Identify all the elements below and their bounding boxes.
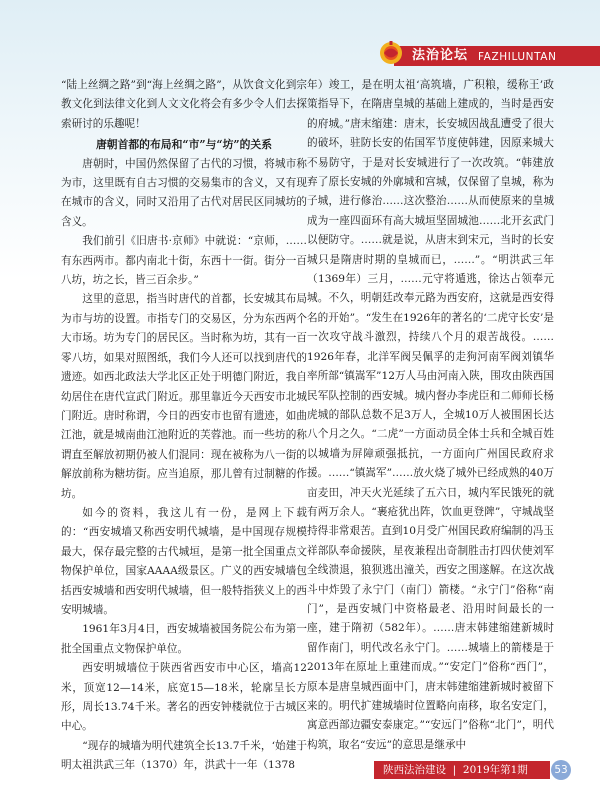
- issue-label: 2019年第1期: [462, 764, 528, 776]
- paragraph: 年）竣工，是在明太祖‘高筑墙，广积粮，缓称王’政策指导下，在隋唐皇城的基础上建成的，当时是西安的府城。”唐末缩建：唐末，长安城因战乱遭受了很大的破坏，驻防长安的佑国军节度使韩建，因原来城大不易防守，于是对长安城进行了一次改筑。“韩建放弃了原长安城的外廓城和宫城，仅保留了皇城，称为子城，进行修治……这次整治……从而使原来的皇城成为一座四面环有高大城垣坚固城池……北开玄武门以便防守。……就是说，从唐末到宋元，当时的长安城只是隋唐时期的皇城而已，……”。“明洪武三年（1369年）三月，……元守将遁逃，徐达占领奉元城。不久，明朝廷改奉元路为西安府，这就是西安得名的开始”。“发生在1926年的著名的‘二虎守长安’是一次攻守战斗激烈，持续八个月的艰苦战役。……1926年春，北洋军阀吴佩孚的走狗河南军阀刘镇华率所部“镇嵩军”12万人马由河南入陕，围攻由陕西国民军队控制的西安城。城内督办李虎臣和二师师长杨虎城的部队总数不足3万人，全城10万人被围困长达八个月之久。“二虎”一方面动员全体士兵和全城百姓以城墙为屏障顽强抵抗，一方面向广州国民政府求援。……“镇嵩军”……放火烧了城外已经成熟的40万亩麦田，冲天火光延续了五六日，城内军民饿死的就有两万余人。“裹疮犹出阵，饮血更登陴”，守城战坚持得非常艰苦。直到10月受广州国民政府编制的冯玉祥部队奉命援陕，星夜兼程出奇制胜击打四伏使刘军全线溃退，狼狈逃出潼关，西安之围遂解。在这次战斗中炸毁了永宁门（南门）箭楼。“永宁门”俗称“南门”，是西安城门中资格最老、沿用时间最长的一座，建于隋初（582年）。……唐末韩建缩建新城时留作南门，明代改名永宁门。……城墙上的箭楼是于2013年在原址上重建而成。”“安定门”俗称“西门”，原本是唐皇城西面中门，唐末韩建缩建新城时被留下来的。明代扩建城墙时位置略向南移，取名安定门，寓意西部边疆安泰康定。”“安远门”俗称“北门”，明代构筑，取名“安远”的意思是继承中: [307, 79, 554, 751]
- lantern-logo-icon: [378, 40, 404, 66]
- section-title: 法治论坛: [412, 48, 469, 63]
- paragraph: “现存的城墙为明代建筑全长13.7千米，‘始建于明太祖洪武三年（1370）年，洪武十一年（1378: [61, 739, 307, 772]
- footer-separator: |: [449, 764, 460, 776]
- paragraph: 我们前引《旧唐书·京师》中就说：“京师，……有东西两市。都内南北十街，东西十一街。街分一百八坊，坊之长，皆三百余步。”: [61, 235, 307, 287]
- left-column: [61, 76, 307, 776]
- right-column: [307, 76, 554, 755]
- article-heading: 唐朝首都的布局和“市”与“坊”的关系: [96, 138, 272, 152]
- paragraph: 1961年3月4日，西安城墙被国务院公布为第一批全国重点文物保护单位。: [61, 623, 307, 655]
- paragraph: 这里的意思，指当时唐代的首都，长安城其布局为市与坊的设置。市指专门的交易区，分为东西两个大市场。坊为专门的居民区。当时称为坊，其有一百零八坊，如果对照图纸，我们今人还可以找到唐代的遗迹。如西北政法大学北区正处于明德门附近，我自幼居住在唐代宣武门附近。那里靠近今天西安市北城门附近。唐时称谓，今日的西安市也留有遗迹，如曲江池，就是城南曲江池附近的芙蓉池。而一些坊的称谓直至解放初期仍被人们混同：现在被称为八一街的解放前称为糖坊街。应当追原，那儿曾有过制糖的作坊。: [61, 293, 307, 500]
- footer-journal-info: [383, 763, 528, 777]
- paragraph: 如今的资料，我这儿有一份，是网上下载的：“西安城墙又称西安明代城墙，是中国现存规模最大，保存最完整的古代城垣，是第一批全国重点文物保护单位，国家AAAA级景区。广义的西安城墙包括西安城墙和西安明代城墙，但一般特指狭义上的西安明城墙。: [61, 506, 307, 616]
- paragraph: 西安明城墙位于陕西省西安市中心区，墙高12米，顶宽12—14米，底宽15—18米，轮廓呈长方形，周长13.74千米。著名的西安钟楼就位于古城区中心。: [61, 662, 307, 733]
- page-number: 53: [551, 760, 571, 780]
- journal-name: 陕西法治建设: [383, 764, 446, 776]
- paragraph: “陆上丝绸之路”到“海上丝绸之路”，从饮食文化到宗教文化到法律文化到人文文化将会有多少令人们去探索研讨的乐趣呢！: [61, 79, 307, 130]
- section-title-latin: FAZHILUNTAN: [478, 51, 557, 63]
- paragraph: 唐朝时，中国仍然保留了古代的习惯，将城市称为市，这里既有自古习惯的交易集市的含义，又有现在城市的含义，同时又沿用了古代对居民区同城坊的含义。: [61, 157, 307, 228]
